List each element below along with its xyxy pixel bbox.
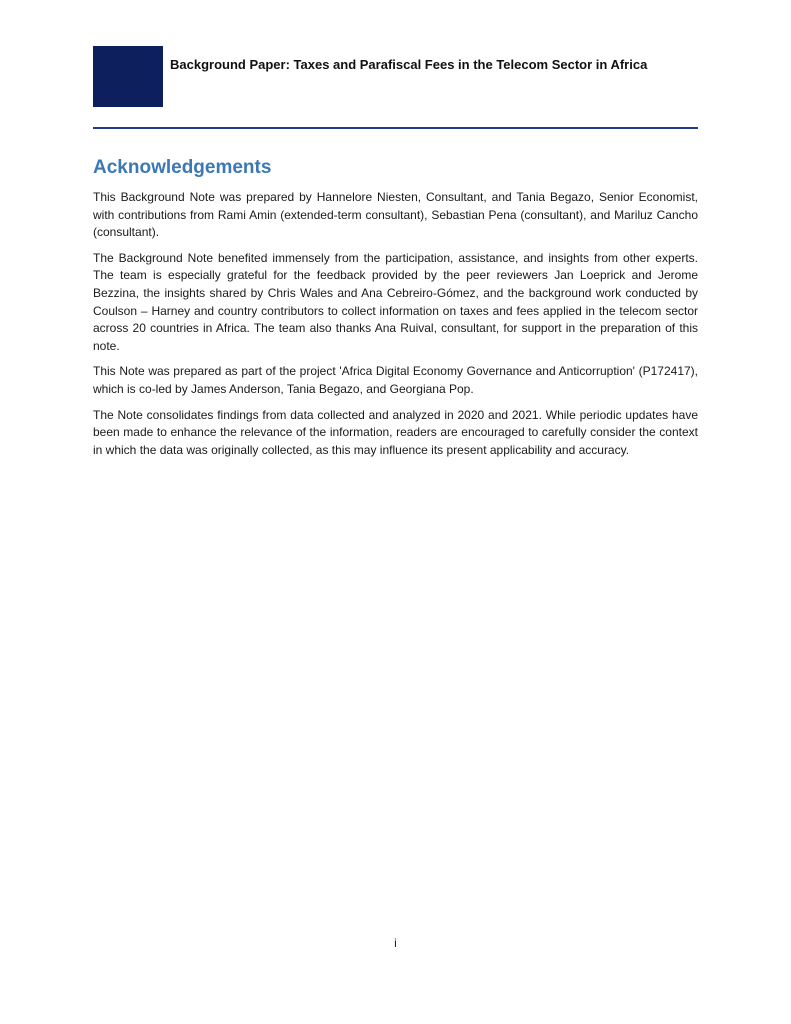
page-number: i (394, 936, 397, 950)
section-heading: Acknowledgements (93, 157, 272, 178)
header-color-block (93, 46, 163, 107)
header-divider (93, 127, 698, 129)
paragraph-contributors: The Background Note benefited immensely from the participation, assistance, and insights from other experts. The team is especially grateful for the feedback provided by the peer reviewers Jan Loeprick and Jerome Bezzina, the insights shared by Chris Wales and Ana Cebreiro-Gómez, and the background work conducted by Coulson – Harney and country contributors to collect information on taxes and fees applied in the telecom sector across 20 countries in Africa. The team also thanks Ana Ruival, consultant, for support in the preparation of this note. (93, 250, 698, 353)
header-title: Background Paper: Taxes and Parafiscal Fees in the Telecom Sector in Africa (170, 57, 648, 72)
paragraph-project: This Note was prepared as part of the project 'Africa Digital Economy Governance and Anticorruption' (P172417), which is co-led by James Anderson, Tania Begazo, and Georgiana Pop. (93, 364, 698, 396)
paragraph-preparers: This Background Note was prepared by Hannelore Niesten, Consultant, and Tania Begazo, Senior Economist, with contributions from Rami Amin (extended-term consultant), Sebastian Pena (consultant), and Mariluz Cancho (consultant). (93, 190, 698, 240)
body-text (93, 189, 698, 467)
paragraph-data-note: The Note consolidates findings from data collected and analyzed in 2020 and 2021. While periodic updates have been made to enhance the relevance of the information, readers are encouraged to carefully consider the context in which the data was originally collected, as this may influence its present applicability and accuracy. (93, 407, 698, 457)
